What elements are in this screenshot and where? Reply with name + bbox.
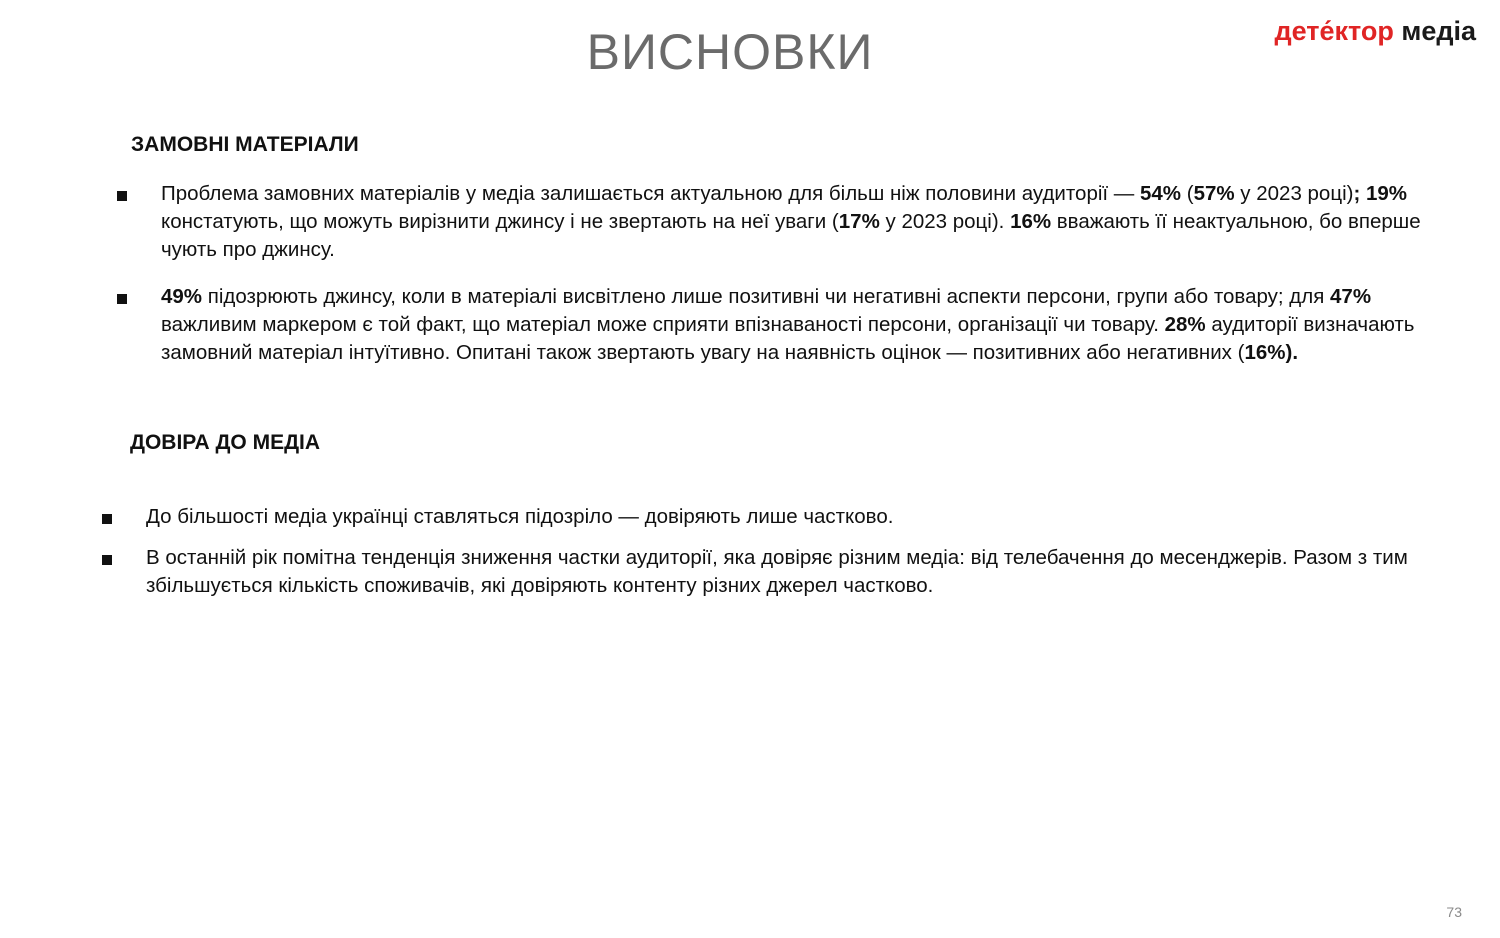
bullet-text bbox=[161, 182, 1421, 261]
stat-47: 47% bbox=[1330, 285, 1372, 308]
text-segment: важливим маркером є той факт, що матеріал може сприяти впізнаваності персони, організації чи товару. bbox=[161, 313, 1165, 336]
stat-49: 49% bbox=[161, 285, 203, 308]
stat-16: 16% bbox=[1010, 210, 1052, 233]
text-segment: Проблема замовних матеріалів у медіа залишається актуальною для більш ніж половини аудиторії — bbox=[161, 182, 1140, 205]
text-segment: у 2023 році). bbox=[879, 210, 1011, 233]
bullet-text bbox=[161, 285, 1414, 364]
detector-media-logo bbox=[1274, 15, 1476, 47]
media-trust-list bbox=[100, 503, 1430, 600]
bullet-text: В останній рік помітна тенденція зниження частки аудиторії, яка довіряє різним медіа: від телебачення до месенджерів. Разом з тим збільшується кількість споживачів, які довіряють контенту різних джерел частково. bbox=[146, 546, 1408, 597]
text-segment: підозрюють джинсу, коли в матеріалі висвітлено лише позитивні чи негативні аспекти персони, групи або товару; для bbox=[202, 285, 1331, 308]
section-heading-custom-materials: ЗАМОВНІ МАТЕРІАЛИ bbox=[131, 133, 359, 156]
stat-54: 54% bbox=[1140, 182, 1182, 205]
bullet-item-custom-1 bbox=[115, 180, 1435, 264]
text-segment: ( bbox=[1181, 182, 1194, 205]
text-segment: ). bbox=[1285, 341, 1299, 364]
stat-28: 28% bbox=[1164, 313, 1206, 336]
text-segment: констатують, що можуть вирізнити джинсу і не звертають на неї уваги ( bbox=[161, 210, 839, 233]
square-bullet-icon bbox=[102, 555, 112, 565]
slide-title: ВИСНОВКИ bbox=[586, 24, 874, 80]
square-bullet-icon bbox=[117, 191, 127, 201]
square-bullet-icon bbox=[117, 294, 127, 304]
stat-17: 17% bbox=[838, 210, 880, 233]
text-segment: у 2023 році) bbox=[1234, 182, 1354, 205]
bullet-item-trust-2 bbox=[100, 544, 1430, 600]
stat-19: ; 19% bbox=[1353, 182, 1408, 205]
logo-text-detector: дете́ктор bbox=[1274, 16, 1394, 46]
square-bullet-icon bbox=[102, 514, 112, 524]
stat-57: 57% bbox=[1193, 182, 1235, 205]
bullet-item-trust-1 bbox=[100, 503, 1430, 531]
bullet-item-custom-2 bbox=[115, 283, 1435, 367]
custom-materials-list bbox=[115, 180, 1435, 367]
stat-16-b: 16% bbox=[1244, 341, 1286, 364]
logo-text-media: медіа bbox=[1393, 16, 1476, 46]
bullet-text: До більшості медіа українці ставляться підозріло — довіряють лише частково. bbox=[146, 505, 894, 528]
section-heading-media-trust: ДОВІРА ДО МЕДІА bbox=[130, 431, 321, 454]
text-segment: вважають її неактуальною, бо вперше чують про джинсу. bbox=[161, 210, 1421, 261]
text-segment: аудиторії визначають замовний матеріал інтуїтивно. Опитані також звертають увагу на наявність оцінок — позитивних або негативних ( bbox=[161, 313, 1415, 364]
page-number: 73 bbox=[1446, 904, 1462, 920]
